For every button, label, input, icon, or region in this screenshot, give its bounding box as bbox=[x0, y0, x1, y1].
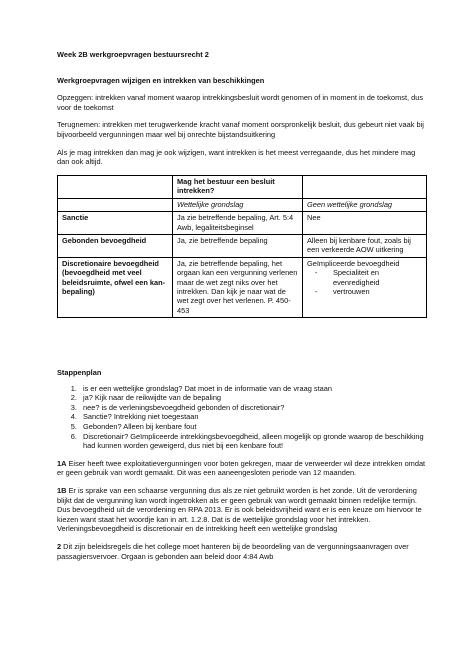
table-corner-cell bbox=[58, 176, 173, 199]
document-title: Week 2B werkgroepvragen bestuursrecht 2 bbox=[57, 50, 209, 59]
paragraph-wijzigen: Als je mag intrekken dan mag je ook wijzigen, want intrekken is het meest verregaande, dus het mindere mag dan ook altijd. bbox=[57, 147, 416, 167]
question-1b-text: Er is sprake van een schaarse vergunning dus als ze niet gebruikt worden is het zonde. Uit de verordening blijkt dat de vergunning kan wordt ingetrokken als er geen gebruik van wordt gemaakt binnen redelijke termijn. Dus bevoegdheid uit de verordening en RPA 2013. Er is ook beleidsvrijheid want er is een keuze om hiervoor te kiezen want staat het woordje kan in art. 1.2.8. Dat is de wettelijke grondslag voor het intrekken. Verleningsbevoegdheid is discretionair en de intrekking heeft een wettelijke grondslag bbox=[57, 485, 422, 534]
list-item: 1. is er een wettelijke grondslag? Dat moet in de informatie van de vraag staan bbox=[79, 384, 427, 394]
list-item: 6. Discretionair? Geïmpliceerde intrekkingsbevoegdheid, alleen mogelijk op gronde waarop de beschikking had kunnen worden geweigerd, dus niet bij een kenbare fout! bbox=[79, 432, 427, 451]
table-subheader-empty bbox=[58, 198, 173, 211]
cell-without-intro: Geïmpliceerde bevoegdheid bbox=[307, 258, 400, 268]
table-header-row bbox=[58, 176, 427, 199]
paragraph-terugnemen: Terugnemen: intrekken met terugwerkende kracht vanaf moment oorspronkelijk besluit, dus gebeurt niet vaak bij bijvoorbeeld vergunningen maar wel bij onrechte bijstandsuitkering bbox=[57, 120, 424, 139]
cell-with: Ja, zie betreffende bepaling bbox=[173, 235, 303, 258]
question-1a-text: Eiser heeft twee exploitatievergunningen voor boten gekregen, maar de verweerder wil deze intrekken omdat er geen gebruik van wordt gemaakt. Dit was een aaneengesloten periode van 12 maanden. bbox=[57, 458, 426, 478]
row-label: Gebonden bevoegdheid bbox=[58, 235, 173, 258]
question-2-text: Dit zijn beleidsregels die het college moet hanteren bij de beoordeling van de vergunningsaanvragen over passagiersvervoer. Orgaan is gebonden aan beleid door 4:84 Awb bbox=[57, 541, 409, 561]
cell-with: Ja, zie betreffende bepaling, het orgaan kan een vergunning verlenen maar de wet zegt niks over het intrekken. Dan kijk je naar wat de wet zegt over het verlenen. P. 450-453 bbox=[173, 257, 303, 317]
intrekken-table bbox=[57, 175, 427, 318]
list-item: 5. Gebonden? Alleen bij kenbare fout bbox=[79, 422, 427, 432]
question-1b-label: 1B bbox=[57, 485, 67, 495]
steps-list bbox=[57, 384, 427, 451]
question-1a bbox=[57, 459, 427, 478]
dash-list bbox=[307, 268, 422, 296]
cell-without bbox=[303, 257, 427, 317]
question-1a-label: 1A bbox=[57, 458, 67, 468]
list-item: - Specialiteit en evenredigheid bbox=[315, 268, 422, 287]
col-geen-wettelijke-grondslag: Geen wettelijke grondslag bbox=[303, 198, 427, 211]
question-1b bbox=[57, 486, 427, 534]
table-subheader-row bbox=[58, 198, 427, 211]
question-2 bbox=[57, 542, 427, 561]
table-header-question: Mag het bestuur een besluit intrekken? bbox=[173, 176, 303, 199]
table-header-empty bbox=[303, 176, 427, 199]
cell-with: Ja zie betreffende bepaling, Art. 5:4 Awb, legaliteitsbeginsel bbox=[173, 212, 303, 235]
stappenplan-heading: Stappenplan bbox=[57, 368, 102, 377]
question-2-label: 2 bbox=[57, 541, 62, 551]
cell-without: Nee bbox=[303, 212, 427, 235]
lower-section bbox=[57, 368, 427, 561]
document-body bbox=[57, 50, 427, 167]
paragraph-opzeggen: Opzeggen: intrekken vanaf moment waarop intrekkingsbesluit wordt genomen of in moment in de toekomst, dus voor de toekomst bbox=[57, 93, 424, 112]
section-heading: Werkgroepvragen wijzigen en intrekken van beschikkingen bbox=[57, 75, 265, 85]
list-item: 2. ja? Kijk naar de reikwijdte van de bepaling bbox=[79, 393, 427, 403]
row-label: Sanctie bbox=[58, 212, 173, 235]
table-row bbox=[58, 257, 427, 317]
table-row bbox=[58, 235, 427, 258]
cell-without: Alleen bij kenbare fout, zoals bij een verkeerde AOW uitkering bbox=[303, 235, 427, 258]
list-item: 3. nee? is de verleningsbevoegdheid gebonden of discretionair? bbox=[79, 403, 427, 413]
table-row bbox=[58, 212, 427, 235]
list-item: - vertrouwen bbox=[315, 287, 422, 296]
list-item: 4. Sanctie? Intrekking niet toegestaan bbox=[79, 412, 427, 422]
col-wettelijke-grondslag: Wettelijke grondslag bbox=[173, 198, 303, 211]
row-label: Discretionaire bevoegdheid (bevoegdheid met veel beleidsruimte, ofwel een kan-bepaling) bbox=[58, 257, 173, 317]
